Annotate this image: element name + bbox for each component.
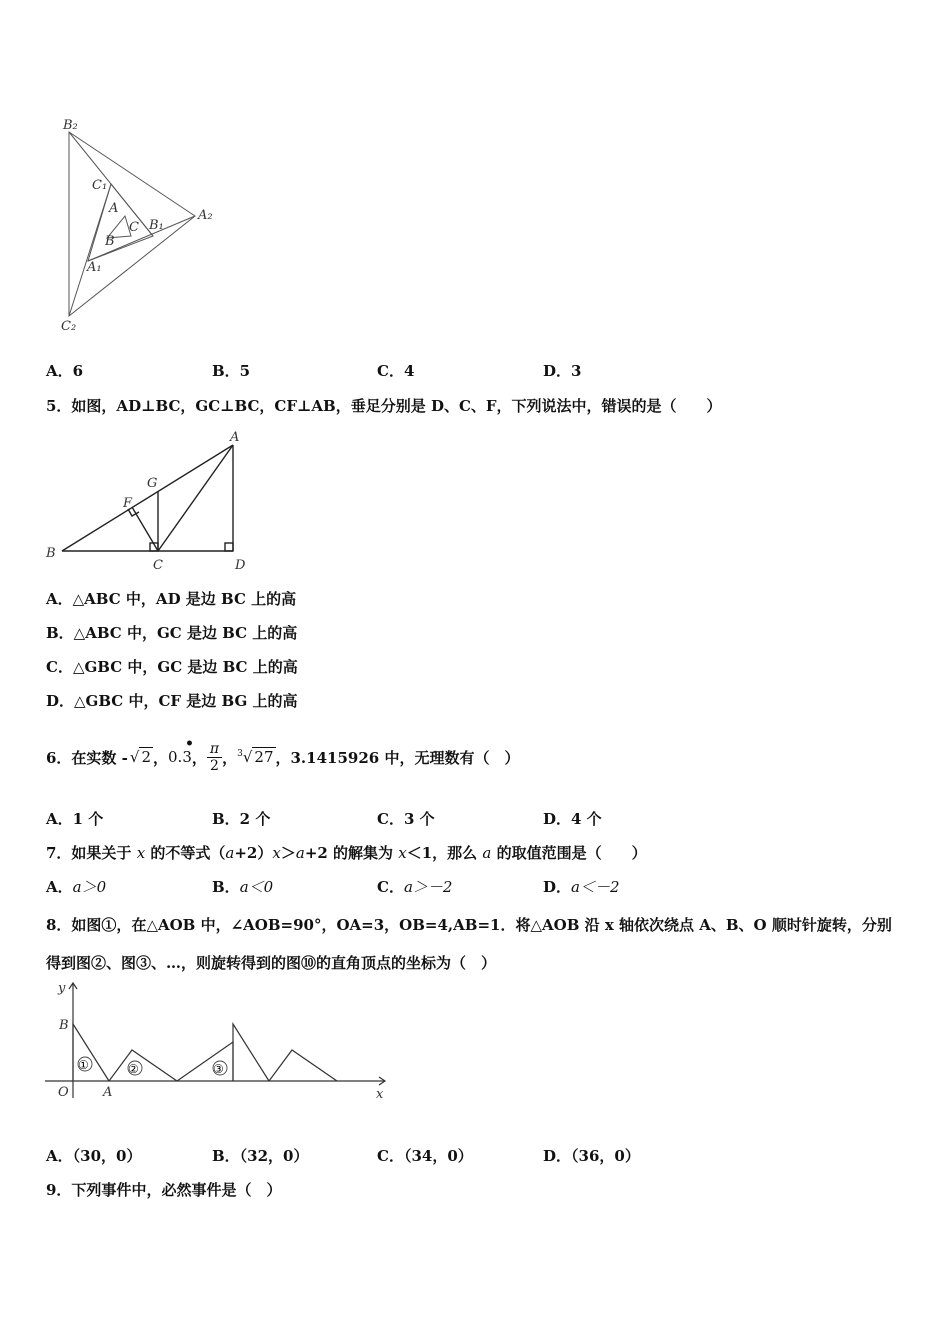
q8-label-y: y bbox=[58, 981, 66, 996]
q8-label-a: A bbox=[103, 1085, 113, 1100]
q5-label-d: D bbox=[235, 558, 246, 573]
q4-label-b1: B₁ bbox=[149, 218, 164, 233]
q6-stem: 6．在实数 - √ 2 ， 0.3 • ， $\frac{\pi}{2}$ ， $^3$√ 27 ，3.1415926 中，无理数有（ ） bbox=[46, 736, 520, 774]
q7-option-a: A．a＞0 bbox=[46, 878, 107, 896]
q6-repeating-decimal: 0.3 • bbox=[168, 736, 194, 766]
q8-label-o: O bbox=[58, 1085, 69, 1100]
q5-stem: 5．如图，AD⊥BC，GC⊥BC，CF⊥AB，垂足分别是 D、C、F，下列说法中，错误的是（ ） bbox=[46, 397, 722, 415]
q5-label-c: C bbox=[153, 558, 163, 573]
q6-pi-over-2: $\frac{\pi}{2}$ bbox=[207, 741, 222, 774]
q4-option-d: D．3 bbox=[543, 362, 582, 380]
q5-option-a: A．△ABC 中，AD 是边 BC 上的高 bbox=[46, 590, 297, 608]
q8-stem-line2: 得到图②、图③、…，则旋转得到的图⑩的直角顶点的坐标为（ ） bbox=[46, 954, 497, 972]
q8-label-b: B bbox=[59, 1018, 69, 1033]
q8-option-a: A．（30，0） bbox=[46, 1147, 142, 1165]
q6-sqrt2-radicand: 2 bbox=[141, 748, 151, 766]
q4-label-b2: B₂ bbox=[63, 118, 78, 133]
q7-option-c: C．a＞－2 bbox=[377, 878, 453, 896]
q4-option-b: B．5 bbox=[212, 362, 251, 380]
q6-cube-root-27: $^3$√ 27 bbox=[237, 748, 274, 766]
q5-option-b: B．△ABC 中，GC 是边 BC 上的高 bbox=[46, 624, 298, 642]
q8-label-circle3: ③ bbox=[213, 1062, 224, 1076]
q4-label-c1: C₁ bbox=[92, 178, 108, 193]
q4-label-c2: C₂ bbox=[61, 319, 77, 333]
q4-option-a: A．6 bbox=[46, 362, 84, 380]
q9-stem: 9．下列事件中，必然事件是（ ） bbox=[46, 1181, 282, 1199]
q8-option-c: C．（34，0） bbox=[377, 1147, 473, 1165]
q5-label-g: G bbox=[147, 476, 158, 491]
q6-option-c: C．3 个 bbox=[377, 810, 435, 828]
q6-option-d: D．4 个 bbox=[543, 810, 602, 828]
q5-option-d: D．△GBC 中，CF 是边 BG 上的高 bbox=[46, 692, 298, 710]
q5-triangle-figure bbox=[40, 425, 260, 575]
q8-label-x: x bbox=[376, 1087, 384, 1102]
q7-option-d: D．a＜－2 bbox=[543, 878, 620, 896]
q8-label-circle2: ② bbox=[128, 1062, 139, 1076]
q5-label-b: B bbox=[46, 546, 56, 561]
q6-prefix: 6．在实数 - bbox=[46, 748, 128, 767]
q8-stem-line1: 8．如图①，在△AOB 中，∠AOB=90°，OA=3，OB=4,AB=1．将△AOB 沿 x 轴依次绕点 A、B、O 顺时针旋转，分别 bbox=[46, 916, 892, 934]
q6-suffix: ，3.1415926 中，无理数有（ ） bbox=[275, 748, 520, 767]
q6-option-b: B．2 个 bbox=[212, 810, 271, 828]
q5-label-a: A bbox=[230, 430, 240, 445]
q6-sqrt2: √ 2 bbox=[129, 748, 151, 766]
q4-label-a2: A₂ bbox=[198, 208, 213, 223]
q8-label-circle1: ① bbox=[78, 1058, 89, 1072]
q4-option-c: C．4 bbox=[377, 362, 415, 380]
q8-option-d: D．（36，0） bbox=[543, 1147, 640, 1165]
q8-rotation-figure bbox=[40, 978, 395, 1106]
q4-label-a1: A₁ bbox=[87, 260, 102, 275]
q7-stem: 7．如果关于 x 的不等式（a+2）x＞a+2 的解集为 x＜1，那么 a 的取值范围是（ ） bbox=[46, 844, 647, 862]
q5-option-c: C．△GBC 中，GC 是边 BC 上的高 bbox=[46, 658, 298, 676]
q6-option-a: A．1 个 bbox=[46, 810, 104, 828]
q4-label-b: B bbox=[105, 234, 115, 249]
q4-triangle-figure bbox=[55, 118, 225, 333]
q4-label-c: C bbox=[129, 220, 139, 235]
q8-option-b: B．（32，0） bbox=[212, 1147, 309, 1165]
q5-label-f: F bbox=[123, 496, 133, 511]
q4-label-a: A bbox=[109, 201, 119, 216]
q7-option-b: B．a＜0 bbox=[212, 878, 274, 896]
